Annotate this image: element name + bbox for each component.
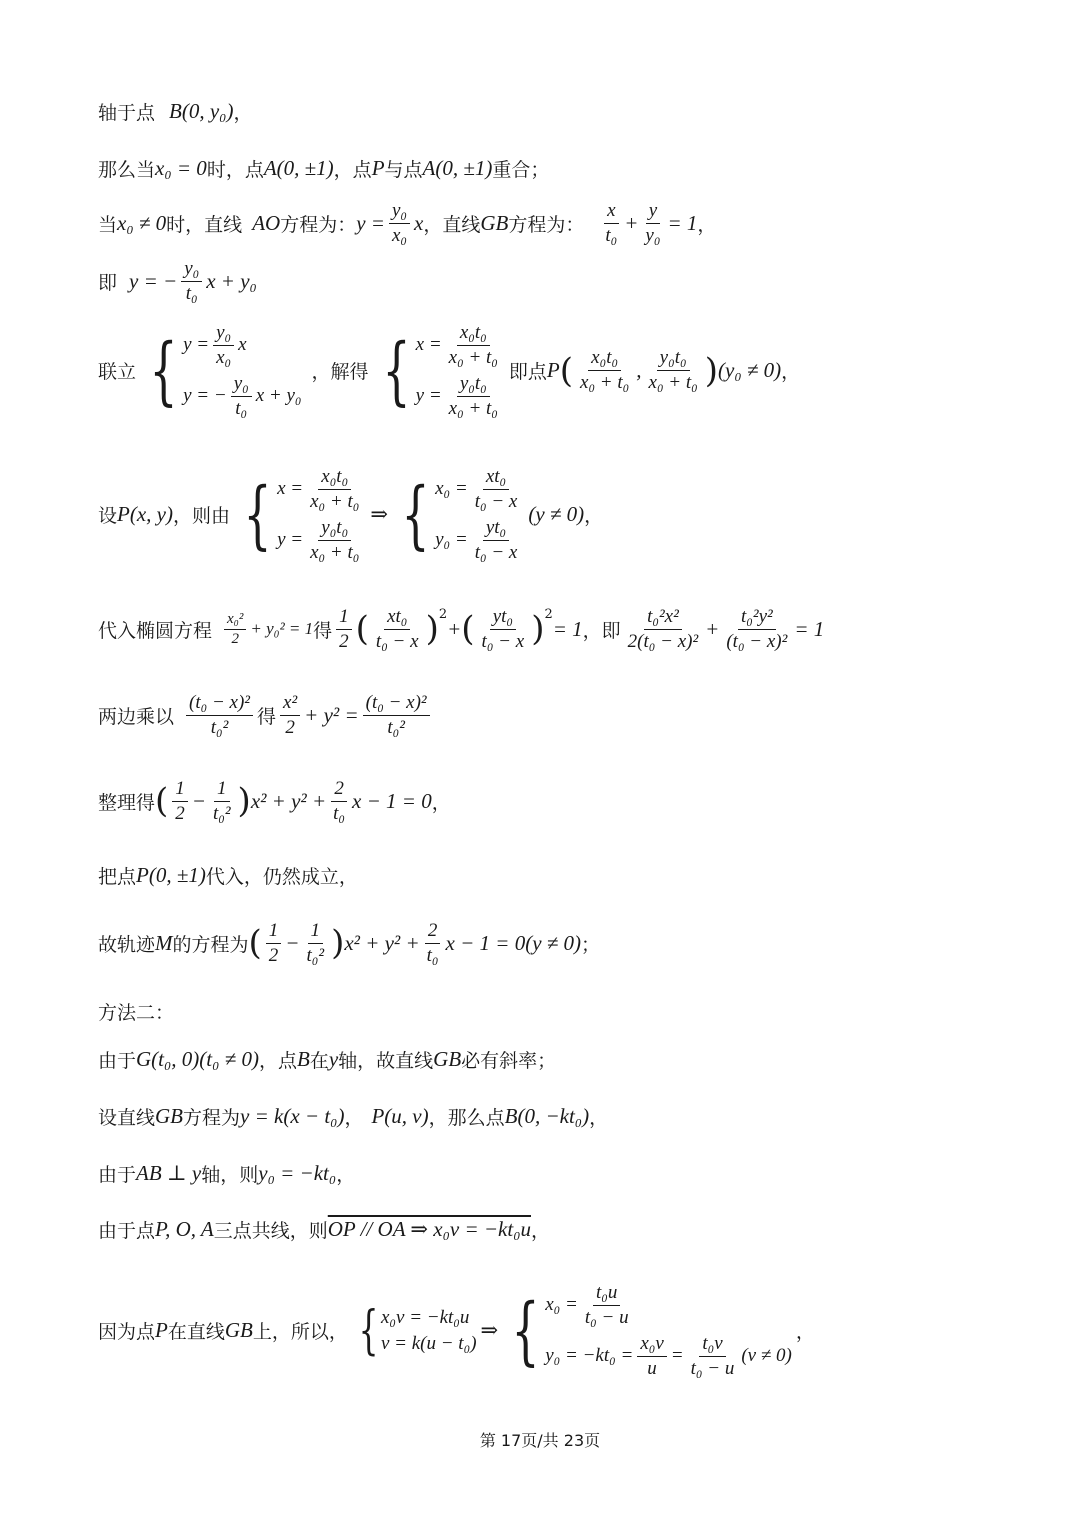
text: 轴于点 (98, 102, 156, 124)
text: 轴，则 (201, 1164, 259, 1186)
line-7: 代入椭圆方程 $\frac{\text{x₀²}}{2}$ + y₀² = 1 得 $\frac{1}{2}$ ( $\frac{\text{xt₀}}{\text{t₀ − x}}$ ) $^2$ + ( $\frac{\text{yt₀}}{\text{t₀ − x}}$ ) $^2$ = 1 ，即 $\frac{\text{t₀²x²}}{\text{2(t₀ − x)²}}$ + $\frac{\text{t₀²y²}}{\text{(t₀ − x)²}}$ = 1 (98, 606, 825, 652)
math: B(0, y₀) (169, 99, 234, 123)
math: y = − (129, 268, 178, 293)
math: A(0, ±1) (422, 156, 493, 180)
text: 必有斜率； (461, 1050, 557, 1072)
math: P(x, y) (117, 502, 173, 527)
math: + (624, 210, 639, 235)
text: 两边乘以 (98, 705, 175, 728)
math: y (328, 1047, 339, 1071)
implies-arrow: ⇒ (480, 1318, 499, 1343)
text: ， (531, 1220, 551, 1242)
fraction: $\frac{\text{x₀²}}{2}$ (224, 611, 246, 649)
math: = 1 (667, 210, 698, 235)
text: 轴，故直线 (338, 1050, 434, 1072)
text: ， (795, 1321, 815, 1344)
paren: ) (704, 350, 719, 391)
text: ， (336, 1164, 356, 1186)
math: A(0, ±1) (263, 156, 334, 180)
math: GB (155, 1104, 184, 1128)
math: P (546, 358, 560, 383)
text: 在直线 (167, 1321, 225, 1344)
text: 代入椭圆方程 (98, 619, 213, 642)
equation-system: { x₀ = $\frac{\text{t₀u}}{\text{t₀ − u}}$ y₀ = −kt₀ = $\frac{\text{x₀v}}{u}$ = $\frac{\text{t₀v}}{\text{t₀ − u}}$ (v ≠ 0) (511, 1282, 792, 1379)
text: 得 (313, 619, 333, 642)
text: 时，点 (206, 159, 264, 181)
line-17 (98, 1282, 815, 1379)
math: G(t₀, 0)(t₀ ≠ 0) (136, 1047, 259, 1071)
text: 的方程为 (172, 933, 249, 956)
text: 方程为： (280, 213, 357, 236)
line-9: 整理得 ( $\frac{1}{2}$ − $\frac{1}{\text{t₀²}}$ ) x² + y² + $\frac{2}{\text{t₀}}$ x − 1 = 0 ， (98, 778, 451, 824)
fraction: $\frac{\text{y₀}}{\text{t₀}}$ (181, 258, 202, 305)
line-10 (98, 862, 358, 889)
math: GB (433, 1047, 462, 1071)
text: 整理得 (98, 791, 156, 814)
math: − (191, 788, 206, 813)
line-15 (98, 1160, 355, 1187)
line-8 (98, 692, 434, 739)
fraction: $\frac{1}{2}$ (336, 606, 352, 653)
text: 即 (98, 271, 118, 294)
line-1 (98, 98, 252, 125)
fraction: $\frac{x}{\text{t₀}}$ (605, 200, 618, 246)
text: 联立 (98, 361, 137, 384)
math: (y ≠ 0) (528, 502, 585, 527)
math: B(0, −kt₀) (504, 1104, 590, 1128)
text: 重合； (492, 159, 550, 181)
text: ； (581, 933, 601, 956)
text: 由于点 (98, 1220, 156, 1242)
text: 与点 (384, 159, 423, 181)
math: P (155, 1318, 168, 1343)
math: − (285, 930, 300, 955)
text: ， (589, 1107, 609, 1129)
math: x² + y² + (344, 930, 420, 955)
equation-system: { x₀v = −kt₀u v = k(u − t₀) (358, 1300, 477, 1361)
text: ，点 (333, 159, 372, 181)
fraction: $\frac{\text{y₀}}{\text{x₀}}$ (389, 200, 410, 247)
section-heading: 方法二： (98, 1002, 175, 1024)
fraction: $\frac{\text{xt₀}}{\text{t₀ − x}}$ (375, 606, 419, 652)
text: 设直线 (98, 1107, 156, 1129)
math: P(u, v) (371, 1104, 429, 1128)
math: P (371, 156, 385, 180)
text: ， (233, 102, 253, 124)
math: P, O, A (155, 1217, 214, 1241)
math: OP // OA ⇒ x₀v = −kt₀u (327, 1217, 531, 1241)
fraction: $\frac{1}{2}$ (266, 920, 282, 967)
math: x₀ = 0 (155, 156, 207, 180)
line-13 (98, 1046, 556, 1073)
math: (y₀ ≠ 0) (718, 358, 782, 383)
paren: ( (559, 350, 574, 391)
math: P(0, ±1) (136, 863, 206, 887)
implies-arrow: ⇒ (370, 502, 388, 527)
math: AB ⊥ y (136, 1161, 202, 1185)
fraction: $\frac{1}{2}$ (172, 778, 188, 825)
fraction: $\frac{\text{y₀t₀}}{\text{x₀ + t₀}}$ (648, 347, 698, 394)
math: + y² = (304, 702, 359, 727)
text: 由于 (98, 1050, 137, 1072)
text: 在 (309, 1050, 329, 1072)
line-14 (98, 1103, 608, 1130)
equation-system: { x = $\frac{\text{x₀t₀}}{\text{x₀ + t₀}}$ y = $\frac{\text{y₀t₀}}{\text{x₀ + t₀}}$ (243, 466, 360, 563)
fraction: $\frac{\text{x₀t₀}}{\text{x₀ + t₀}}$ (580, 347, 630, 394)
fraction: $\frac{y}{\text{y₀}}$ (645, 200, 661, 246)
text: ，即 (582, 619, 621, 642)
equation-system: { y = $\frac{\text{y₀}}{\text{x₀}}$ x y = − $\frac{\text{y₀}}{\text{t₀}}$ x + y₀ (149, 322, 302, 419)
math: M (155, 930, 173, 955)
fraction: $\frac{\text{yt₀}}{\text{t₀ − x}}$ (481, 606, 525, 652)
math: x (414, 210, 424, 235)
text: ，则由 (172, 505, 230, 528)
text: ，解得 (311, 361, 369, 384)
fraction: $\frac{\text{t₀²x²}}{\text{2(t₀ − x)²}}$ (627, 606, 699, 652)
fraction: $\frac{\text{(t₀ − x)²}}{\text{t₀²}}$ (363, 692, 430, 739)
text: 当 (98, 213, 118, 236)
fraction: $\frac{2}{\text{t₀}}$ (426, 920, 439, 966)
math: x₀ ≠ 0 (117, 210, 167, 235)
page-number: 第 17页/共 23页 (479, 1431, 601, 1450)
math: GB (224, 1318, 253, 1343)
fraction: $\frac{\text{t₀²y²}}{\text{(t₀ − x)²}}$ (726, 606, 788, 652)
text: 上，所以， (252, 1321, 348, 1344)
math: x² + y² + (250, 788, 327, 813)
math: = 1 (552, 616, 583, 641)
math: x − 1 = 0 (352, 788, 432, 813)
fraction: $\frac{\text{(t₀ − x)²}}{\text{t₀²}}$ (186, 692, 253, 739)
text: 即点 (508, 361, 547, 384)
fraction: $\frac{1}{\text{t₀²}}$ (212, 778, 231, 824)
text: ， (431, 791, 451, 814)
math: AO (252, 210, 281, 235)
math: + y₀² = 1 (250, 619, 314, 639)
text: ， (584, 505, 604, 528)
equation-system: { x = $\frac{\text{x₀t₀}}{\text{x₀ + t₀}}$ y = $\frac{\text{y₀t₀}}{\text{x₀ + t₀}}$ (381, 322, 498, 419)
text: 把点 (98, 866, 137, 888)
math: = 1 (794, 616, 825, 641)
math: B (296, 1047, 310, 1071)
text: 故轨迹 (98, 933, 156, 956)
text: ， (781, 361, 801, 384)
text: 时，直线 (166, 213, 243, 236)
math: x + y₀ (206, 268, 257, 293)
text: ， (697, 213, 717, 236)
line-5: 联立 { y = $\frac{\text{y₀}}{\text{x₀}}$ x y = − $\frac{\text{y₀}}{\text{t₀}}$ x + y₀ ，解得 { x = $\frac{\text{x₀t₀}}{\text{x₀ + t₀}}$ y = $\frac{\text{y₀t₀}}{\text{x₀ + t₀}}$ 即点 P ( $\frac{\text{x₀t₀}}{\text{x₀ + t₀}}$ , $\frac{\text{y₀t₀}}{\text{x₀ + t₀}}$ ) (y₀ ≠ 0) ， (98, 322, 801, 419)
text: 三点共线，则 (213, 1220, 328, 1242)
line-12 (98, 998, 174, 1025)
text: ，那么点 (428, 1107, 505, 1129)
line-2 (98, 155, 549, 182)
text: ，点 (258, 1050, 297, 1072)
fraction: $\frac{\text{x²}}{2}$ (280, 692, 300, 739)
math: y = k(x − t₀) (240, 1104, 345, 1128)
text: ， (344, 1107, 364, 1129)
text: 设 (98, 505, 118, 528)
line-16 (98, 1216, 550, 1243)
text: 方程为： (508, 213, 585, 236)
math: GB (480, 210, 509, 235)
math: y = (356, 210, 385, 235)
line-11: 故轨迹 M 的方程为 ( $\frac{1}{2}$ − $\frac{1}{\text{t₀²}}$ ) x² + y² + $\frac{2}{\text{t₀}}$ x − 1 = 0(y ≠ 0) ； (98, 920, 601, 966)
fraction: $\frac{1}{\text{t₀²}}$ (306, 920, 325, 966)
line-4 (98, 258, 257, 305)
math: y₀ = −kt₀ (258, 1161, 337, 1185)
equation-system: { x₀ = $\frac{\text{xt₀}}{\text{t₀ − x}}$ y₀ = $\frac{\text{yt₀}}{\text{t₀ − x}}$ (401, 466, 518, 563)
text: 因为点 (98, 1321, 156, 1344)
math: x − 1 = 0(y ≠ 0) (445, 930, 582, 955)
text: 由于 (98, 1164, 137, 1186)
text: 那么当 (98, 159, 156, 181)
text: 得 (257, 705, 277, 728)
line-6 (98, 466, 603, 563)
text: 代入，仍然成立， (205, 866, 358, 888)
text: ，直线 (423, 213, 481, 236)
fraction: $\frac{2}{\text{t₀}}$ (333, 778, 346, 824)
text: 方程为 (183, 1107, 241, 1129)
line-3 (98, 200, 716, 247)
